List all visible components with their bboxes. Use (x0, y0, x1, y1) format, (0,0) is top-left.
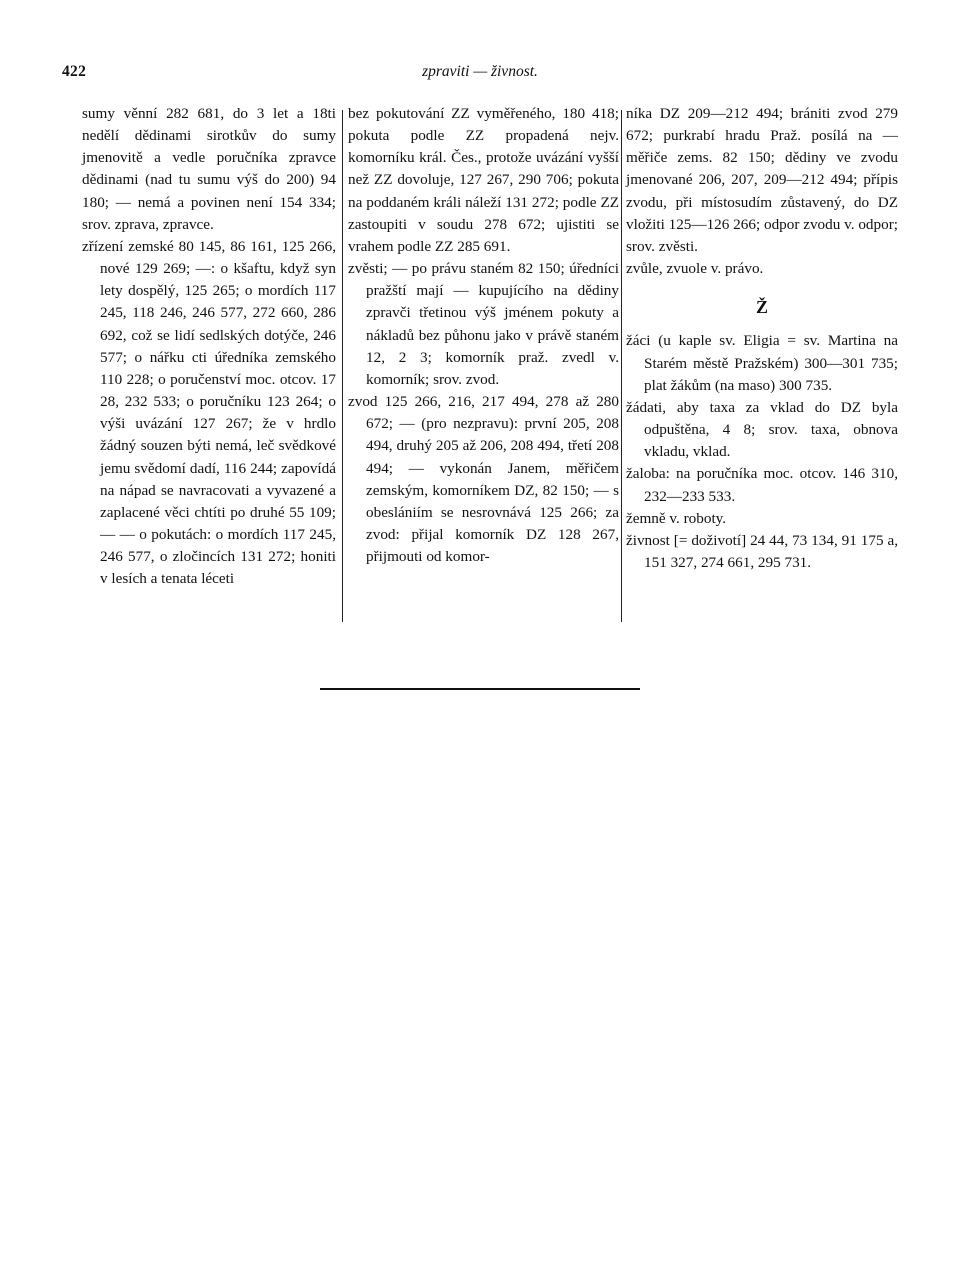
column-divider-1 (342, 110, 343, 622)
index-column-3 (626, 103, 898, 574)
index-entry: žaloba: na poručníka moc. otcov. 146 310, 232—233 533. (626, 465, 898, 505)
index-entry: zvůle, zvuole v. právo. (626, 260, 764, 278)
index-entry: níka DZ 209—212 494; brániti zvod 279 672; purkrabí hradu Praž. posílá na — měřiče zems. 82 150; dědiny ve zvodu jmenované 206, 207, 209—212 494; přípis zvodu, při místosudím zůstavený, do DZ vložiti 125—126 266; odpor zvodu v. odpor; srov. zvěsti. (626, 105, 898, 255)
index-entry: zřízení zemské 80 145, 86 161, 125 266, nové 129 269; —: o kšaftu, když syn lety dospělý, 125 265; o mordích 117 245, 118 246, 246 577, 272 660, 286 692, což se lidí sedlských dotýče, 246 577; o nářku cti úředníka zemského 110 228; o poručenství moc. otcov. 17 28, 232 533; o poručníku 123 264; o výši uvázání 127 267; že v hrdlo žádný souzen býti nemá, leč svědkové jemu svědomí dadí, 116 244; zapovídá na nápad se navracovati a vyvazené a zaplacené věci chtíti po druhé 55 109; — — o pokutách: o mordích 117 245, 246 577, o zločincích 131 272; honiti v lesích a tenata léceti (82, 237, 336, 588)
index-entry: sumy věnní 282 681, do 3 let a 18ti nedělí dědinami sirotkův do sumy jmenovitě a vedle poručníka zpravce dědinami (nad tu sumu výš do 200) 94 180; — nemá a povinen není 154 334; srov. zprava, zpravce. (82, 105, 336, 233)
column-divider-2 (621, 110, 622, 622)
index-entry: žáci (u kaple sv. Eligia = sv. Martina na Starém městě Pražském) 300—301 735; plat žákům (na maso) 300 735. (626, 332, 898, 394)
index-entry: zvěsti; — po právu staném 82 150; úředníci pražští mají — kupujícího na dědiny zpravči třetinou výš jménem pokuty a nákladů bez půhonu jako v právě staném 12, 2 3; komorník praž. zvedl v. komorník; srov. zvod. (348, 260, 619, 388)
index-entry: žádati, aby taxa za vklad do DZ byla odpuštěna, 4 8; srov. taxa, obnova vkladu, vklad. (626, 398, 898, 461)
index-column-2 (348, 103, 619, 568)
index-column-1 (82, 103, 336, 590)
index-entry: zvod 125 266, 216, 217 494, 278 až 280 672; — (pro nezpravu): první 205, 208 494, druhý 205 až 206, 208 494, třetí 208 494; — vykonán Janem, měřičem zemským, komorníkem DZ, 82 150; — s obeslániím se nesrovnává 125 266; za zvod: přijal komorník DZ 128 267, přijmouti od komor- (348, 393, 619, 566)
running-head: zpraviti — živnost. (422, 63, 538, 80)
index-entry: žemně v. roboty. (626, 509, 727, 527)
index-entry: živnost [= doživotí] 24 44, 73 134, 91 175 a, 151 327, 274 661, 295 731. (626, 531, 898, 571)
page-number: 422 (62, 63, 87, 80)
letter-heading: Ž (755, 297, 768, 318)
end-rule (320, 688, 640, 690)
index-entry: bez pokutování ZZ vyměřeného, 180 418; pokuta podle ZZ propadená nejv. komorníku král. Čes., protože uvázání vyšší než ZZ dovoluje, 127 267, 290 706; pokuta na poddaném králi náleží 131 272; podle ZZ zastoupiti v soudu 278 672; ujistiti se vrahem podle ZZ 285 691. (348, 105, 619, 255)
